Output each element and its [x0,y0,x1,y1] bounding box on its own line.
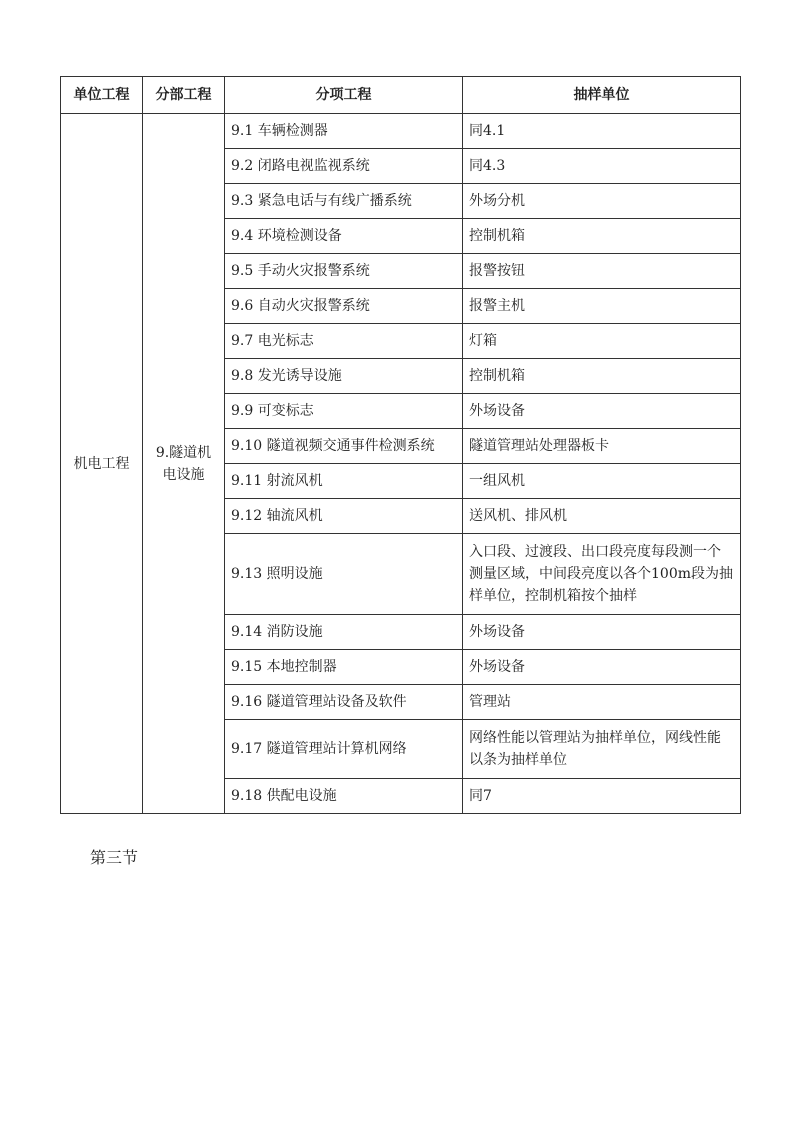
sampling-cell: 外场设备 [463,394,741,429]
sampling-cell: 同7 [463,779,741,814]
item-cell: 9.15 本地控制器 [225,650,463,685]
sampling-cell: 管理站 [463,685,741,720]
header-item-project: 分项工程 [225,77,463,114]
item-cell: 9.12 轴流风机 [225,499,463,534]
sampling-unit-table [60,76,741,814]
sampling-cell: 报警按钮 [463,254,741,289]
table-header-row [61,77,741,114]
header-unit-project: 单位工程 [61,77,143,114]
item-cell: 9.13 照明设施 [225,534,463,615]
sampling-cell: 入口段、过渡段、出口段亮度每段测一个测量区域，中间段亮度以各个100m段为抽样单位，控制机箱按个抽样 [463,534,741,615]
item-cell: 9.6 自动火灾报警系统 [225,289,463,324]
unit-project-cell: 机电工程 [61,114,143,814]
sampling-cell: 外场分机 [463,184,741,219]
table-row [61,114,741,149]
header-sampling-unit: 抽样单位 [463,77,741,114]
item-cell: 9.16 隧道管理站设备及软件 [225,685,463,720]
item-cell: 9.2 闭路电视监视系统 [225,149,463,184]
sampling-cell: 报警主机 [463,289,741,324]
sampling-cell: 外场设备 [463,615,741,650]
item-cell: 9.7 电光标志 [225,324,463,359]
sampling-cell: 送风机、排风机 [463,499,741,534]
sub-project-cell: 9.隧道机电设施 [143,114,225,814]
sampling-cell: 网络性能以管理站为抽样单位，网线性能以条为抽样单位 [463,720,741,779]
item-cell: 9.11 射流风机 [225,464,463,499]
item-cell: 9.10 隧道视频交通事件检测系统 [225,429,463,464]
section-heading: 第三节 [90,848,139,867]
sampling-cell: 隧道管理站处理器板卡 [463,429,741,464]
sampling-cell: 外场设备 [463,650,741,685]
item-cell: 9.17 隧道管理站计算机网络 [225,720,463,779]
sampling-cell: 同4.1 [463,114,741,149]
sampling-cell: 灯箱 [463,324,741,359]
item-cell: 9.5 手动火灾报警系统 [225,254,463,289]
item-cell: 9.4 环境检测设备 [225,219,463,254]
sampling-cell: 一组风机 [463,464,741,499]
sampling-cell: 控制机箱 [463,359,741,394]
item-cell: 9.9 可变标志 [225,394,463,429]
item-cell: 9.1 车辆检测器 [225,114,463,149]
header-sub-project: 分部工程 [143,77,225,114]
item-cell: 9.8 发光诱导设施 [225,359,463,394]
item-cell: 9.14 消防设施 [225,615,463,650]
item-cell: 9.3 紧急电话与有线广播系统 [225,184,463,219]
sampling-cell: 同4.3 [463,149,741,184]
item-cell: 9.18 供配电设施 [225,779,463,814]
sampling-cell: 控制机箱 [463,219,741,254]
